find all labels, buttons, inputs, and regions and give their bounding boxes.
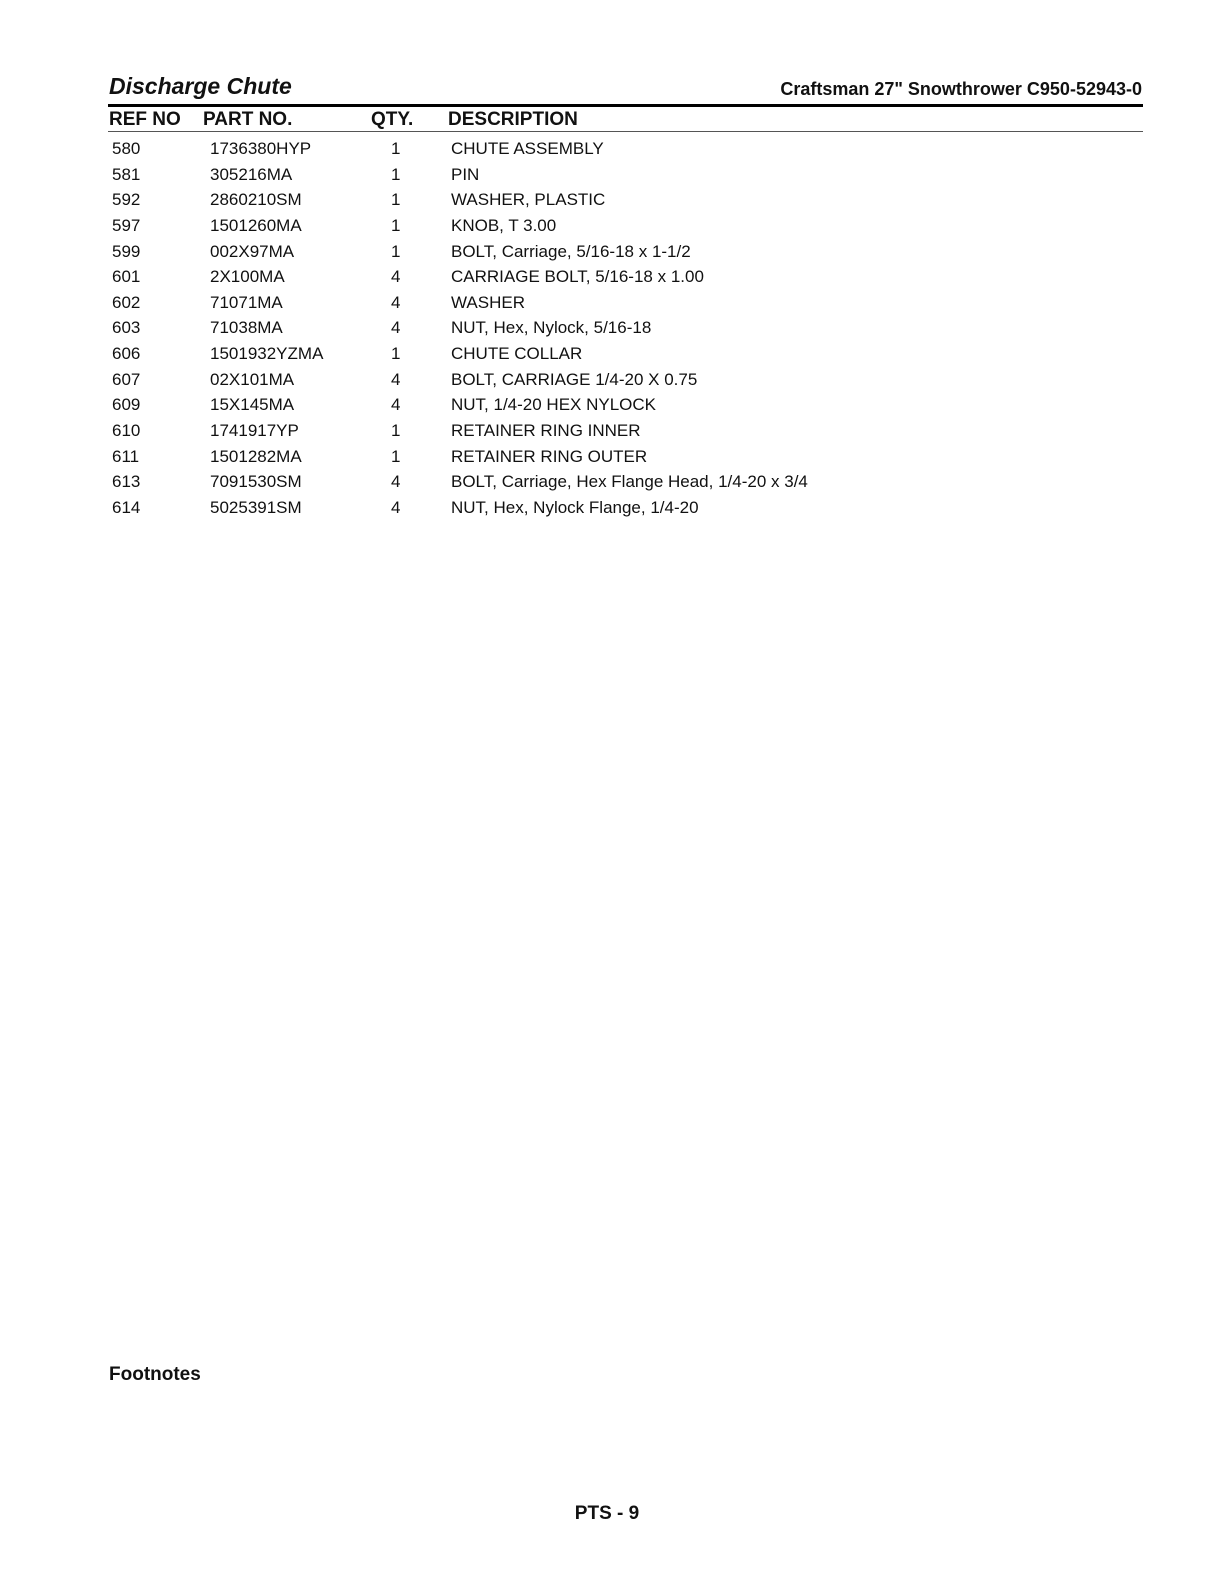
part-no-cell: 1501932YZMA bbox=[210, 344, 324, 364]
description-cell: PIN bbox=[451, 164, 480, 184]
part-no-cell: 305216MA bbox=[210, 164, 293, 184]
table-header-divider bbox=[108, 131, 1143, 132]
part-no-cell: 2X100MA bbox=[210, 267, 285, 287]
description-cell: BOLT, CARRIAGE 1/4-20 X 0.75 bbox=[451, 369, 698, 389]
part-no-cell: 71038MA bbox=[210, 318, 283, 338]
part-no-cell: 15X145MA bbox=[210, 395, 295, 415]
description-cell: WASHER, PLASTIC bbox=[451, 190, 606, 210]
description-cell: RETAINER RING OUTER bbox=[451, 446, 648, 466]
ref-no-cell: 606 bbox=[112, 344, 141, 364]
ref-no-cell: 603 bbox=[112, 318, 141, 338]
section-title: Discharge Chute bbox=[109, 73, 292, 99]
ref-no-cell: 597 bbox=[112, 215, 141, 235]
part-no-cell: 7091530SM bbox=[210, 472, 302, 492]
qty-cell: 1 bbox=[391, 139, 401, 158]
description-cell: CHUTE ASSEMBLY bbox=[451, 139, 604, 158]
description-cell: BOLT, Carriage, 5/16-18 x 1-1/2 bbox=[451, 241, 691, 261]
qty-cell: 1 bbox=[391, 241, 401, 261]
qty-cell: 4 bbox=[391, 292, 401, 312]
description-cell: NUT, 1/4-20 HEX NYLOCK bbox=[451, 395, 657, 415]
ref-no-cell: 581 bbox=[112, 164, 141, 184]
table-row bbox=[0, 188, 1224, 214]
qty-cell: 1 bbox=[391, 421, 401, 441]
qty-cell: 4 bbox=[391, 318, 401, 338]
qty-cell: 4 bbox=[391, 369, 401, 389]
qty-cell: 4 bbox=[391, 472, 401, 492]
qty-cell: 4 bbox=[391, 267, 401, 287]
column-header-part-no: PART NO. bbox=[203, 109, 293, 130]
description-cell: CHUTE COLLAR bbox=[451, 344, 583, 364]
ref-no-cell: 613 bbox=[112, 472, 141, 492]
table-row bbox=[0, 214, 1224, 240]
part-no-cell: 002X97MA bbox=[210, 241, 295, 261]
part-no-cell: 2860210SM bbox=[210, 190, 302, 210]
footnotes-label: Footnotes bbox=[109, 1364, 201, 1385]
parts-table-body bbox=[0, 137, 1224, 522]
ref-no-cell: 592 bbox=[112, 190, 141, 210]
part-no-cell: 1741917YP bbox=[210, 421, 299, 441]
description-cell: NUT, Hex, Nylock Flange, 1/4-20 bbox=[451, 497, 699, 517]
part-no-cell: 5025391SM bbox=[210, 497, 302, 517]
qty-cell: 1 bbox=[391, 215, 401, 235]
page-number: PTS - 9 bbox=[574, 1503, 640, 1524]
table-row bbox=[0, 445, 1224, 471]
description-cell: KNOB, T 3.00 bbox=[451, 215, 557, 235]
table-row bbox=[0, 368, 1224, 394]
table-row bbox=[0, 240, 1224, 266]
ref-no-cell: 614 bbox=[112, 497, 141, 517]
description-cell: CARRIAGE BOLT, 5/16-18 x 1.00 bbox=[451, 267, 704, 287]
ref-no-cell: 599 bbox=[112, 241, 141, 261]
table-row bbox=[0, 265, 1224, 291]
description-cell: RETAINER RING INNER bbox=[451, 421, 641, 441]
column-header-ref-no: REF NO bbox=[109, 109, 181, 130]
ref-no-cell: 580 bbox=[112, 139, 141, 158]
table-row bbox=[0, 470, 1224, 496]
table-row bbox=[0, 419, 1224, 445]
part-no-cell: 1736380HYP bbox=[210, 139, 312, 158]
part-no-cell: 71071MA bbox=[210, 292, 283, 312]
table-row bbox=[0, 163, 1224, 189]
column-header-qty: QTY. bbox=[371, 109, 414, 130]
header-divider bbox=[108, 104, 1143, 107]
qty-cell: 1 bbox=[391, 344, 401, 364]
model-title: Craftsman 27" Snowthrower C950-52943-0 bbox=[780, 79, 1142, 99]
description-cell: BOLT, Carriage, Hex Flange Head, 1/4-20 x 3/4 bbox=[451, 472, 808, 492]
qty-cell: 4 bbox=[391, 395, 401, 415]
description-cell: WASHER bbox=[451, 292, 525, 312]
part-no-cell: 1501282MA bbox=[210, 446, 302, 466]
table-row bbox=[0, 393, 1224, 419]
table-row bbox=[0, 496, 1224, 522]
column-header-description: DESCRIPTION bbox=[448, 109, 578, 130]
table-row bbox=[0, 316, 1224, 342]
table-row bbox=[0, 291, 1224, 317]
table-row bbox=[0, 342, 1224, 368]
part-no-cell: 02X101MA bbox=[210, 369, 295, 389]
ref-no-cell: 609 bbox=[112, 395, 141, 415]
qty-cell: 1 bbox=[391, 190, 401, 210]
part-no-cell: 1501260MA bbox=[210, 215, 302, 235]
ref-no-cell: 601 bbox=[112, 267, 141, 287]
ref-no-cell: 607 bbox=[112, 369, 141, 389]
description-cell: NUT, Hex, Nylock, 5/16-18 bbox=[451, 318, 652, 338]
qty-cell: 4 bbox=[391, 497, 401, 517]
ref-no-cell: 611 bbox=[112, 446, 140, 466]
ref-no-cell: 602 bbox=[112, 292, 141, 312]
ref-no-cell: 610 bbox=[112, 421, 141, 441]
qty-cell: 1 bbox=[391, 446, 401, 466]
qty-cell: 1 bbox=[391, 164, 401, 184]
table-row bbox=[0, 137, 1224, 163]
